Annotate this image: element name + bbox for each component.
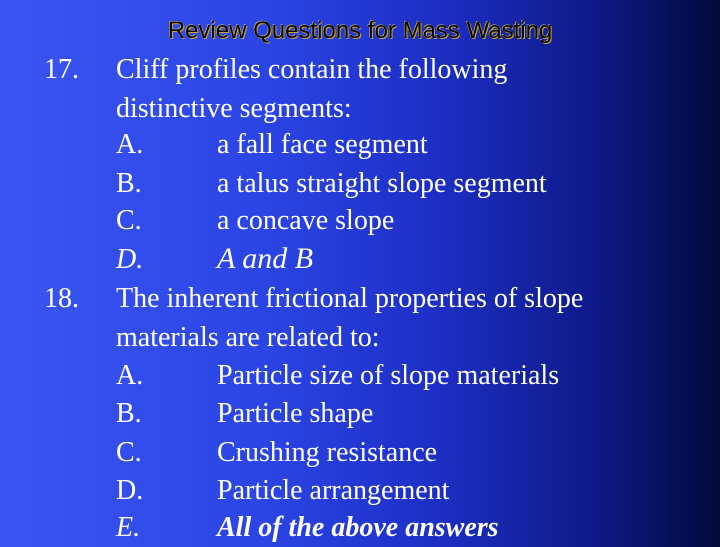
q17-option-a-letter: A. <box>116 129 144 160</box>
q17-option-d-letter-answer: D. <box>116 244 144 275</box>
q18-option-a-letter: A. <box>116 360 144 391</box>
q17-option-c-text: a concave slope <box>217 205 395 236</box>
q17-option-b-letter: B. <box>116 168 142 199</box>
question-17-number: 17. <box>44 54 79 85</box>
question-18-number: 18. <box>44 283 79 314</box>
q18-option-d-letter: D. <box>116 475 144 506</box>
q17-option-d-text-answer: A and B <box>217 242 314 275</box>
question-17-text-line1: Cliff profiles contain the following <box>116 54 508 85</box>
q17-option-a-text: a fall face segment <box>217 129 428 160</box>
question-17-text-line2: distinctive segments: <box>116 93 352 124</box>
q17-option-b-text: a talus straight slope segment <box>217 168 547 199</box>
q18-option-c-text: Crushing resistance <box>217 437 438 468</box>
q18-option-c-letter: C. <box>116 437 142 468</box>
q18-option-a-text: Particle size of slope materials <box>217 360 560 391</box>
question-18-text-line2: materials are related to: <box>116 322 380 353</box>
q18-option-e-text-answer: All of the above answers <box>217 512 499 543</box>
q18-option-b-text: Particle shape <box>217 398 374 429</box>
q17-option-c-letter: C. <box>116 205 142 236</box>
question-18-text-line1: The inherent frictional properties of slope <box>116 283 584 314</box>
q18-option-e-letter-answer: E. <box>116 512 141 543</box>
q18-option-d-text: Particle arrangement <box>217 475 450 506</box>
q18-option-b-letter: B. <box>116 398 142 429</box>
slide-title: Review Questions for Mass Wasting <box>167 17 553 44</box>
